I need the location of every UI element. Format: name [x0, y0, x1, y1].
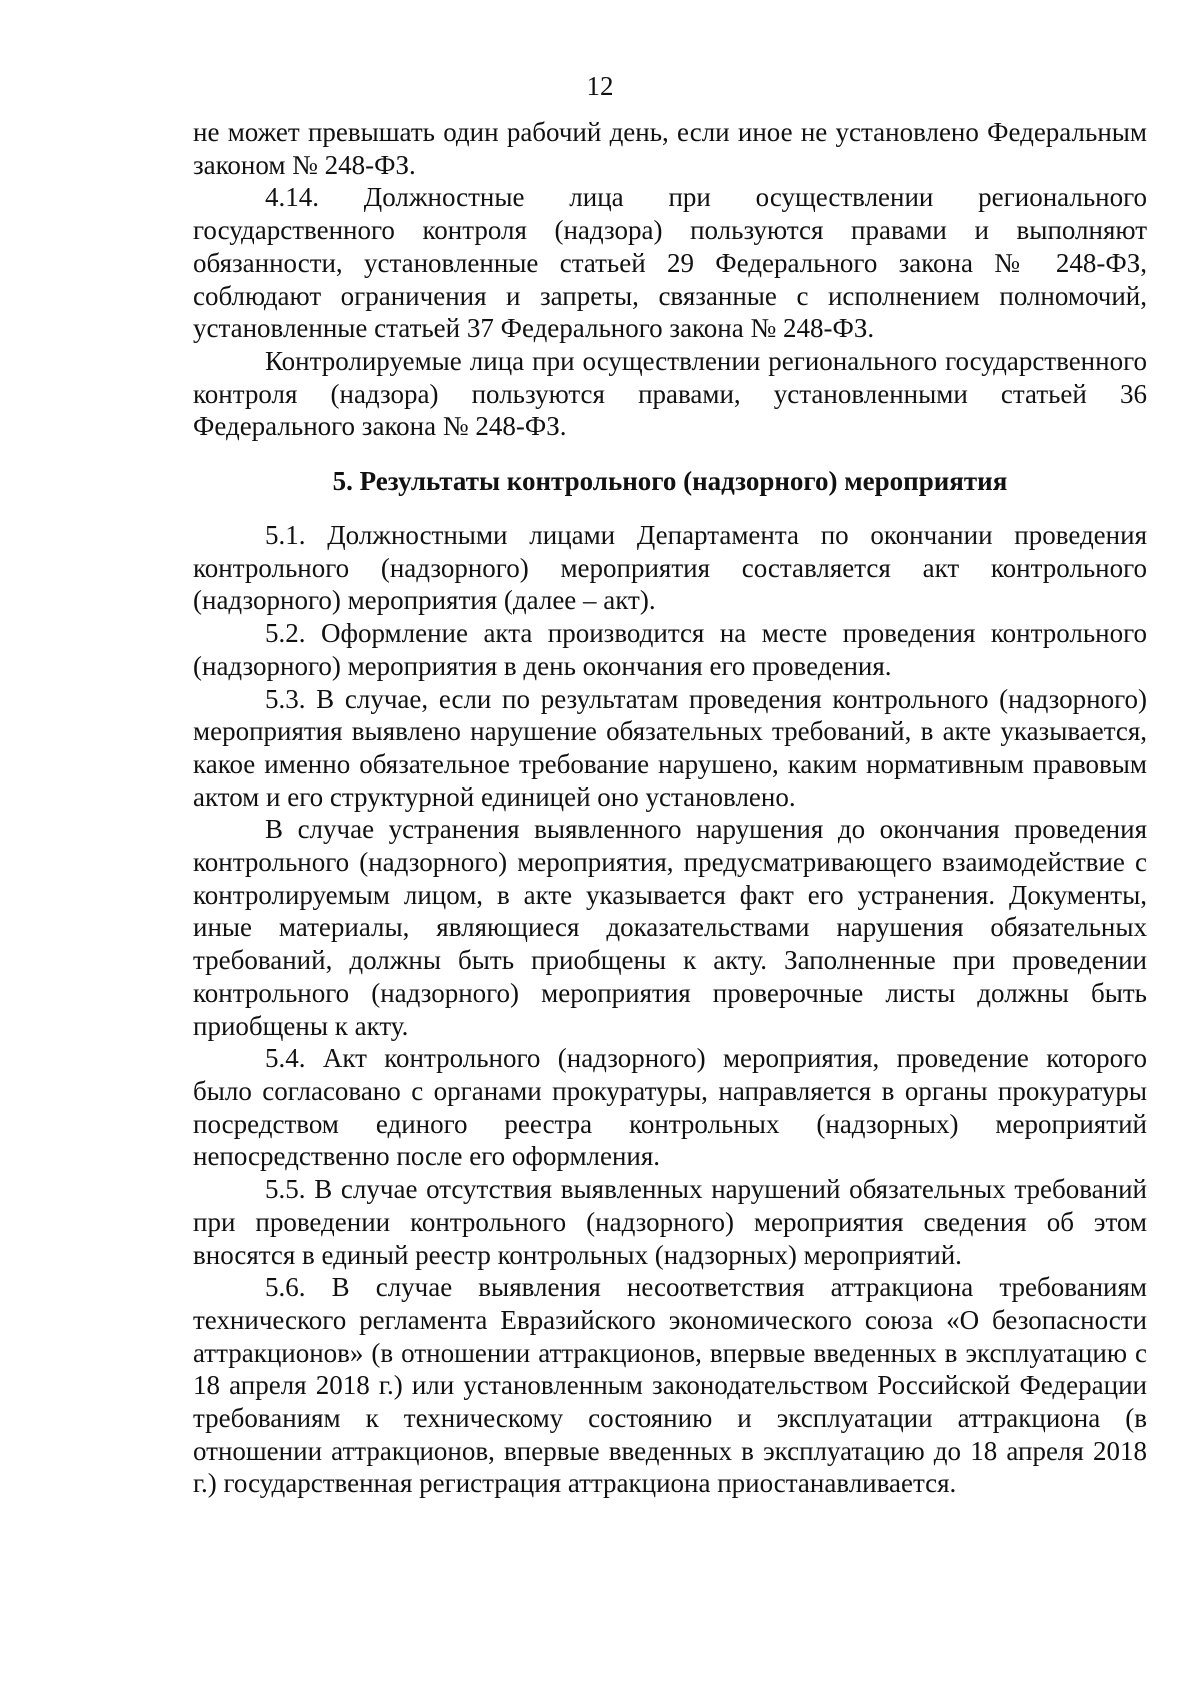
paragraph-5-4: 5.4. Акт контрольного (надзорного) мероприятия, проведение которого было согласовано с органами прокуратуры, направляется в органы прокуратуры посредством единого реестра контрольных (надзорных) мероприятий непосредственно после его оформления. — [193, 1043, 1147, 1172]
section-heading: 5. Результаты контрольного (надзорного) мероприятия — [332, 466, 1008, 497]
paragraph-5-2: 5.2. Оформление акта производится на месте проведения контрольного (надзорного) мероприятия в день окончания его проведения. — [193, 618, 1147, 681]
paragraph-5-1: 5.1. Должностными лицами Департамента по окончании проведения контрольного (надзорного) мероприятия составляется акт контрольного (надзорного) мероприятия (далее – акт). — [193, 520, 1147, 616]
paragraph-5-5: 5.5. В случае отсутствия выявленных нарушений обязательных требований при проведении контрольного (надзорного) мероприятия сведения об этом вносятся в единый реестр контрольных (надзорных) мероприятий. — [193, 1174, 1147, 1270]
paragraph-4-14: 4.14. Должностные лица при осуществлении регионального государственного контроля (надзора) пользуются правами и выполняют обязанности, установленные статьей 29 Федерального закона № 248-ФЗ, соблюдают ограничения и запреты, связанные с исполнением полномочий, установленные статьей 37 Федерального закона № 248-ФЗ. — [193, 182, 1147, 344]
paragraph-violation-elimination: В случае устранения выявленного нарушения до окончания проведения контрольного (надзорного) мероприятия, предусматривающего взаимодействие с контролируемым лицом, в акте указывается факт его устранения. Документы, иные материалы, являющиеся доказательствами нарушения обязательных требований, должны быть приобщены к акту. Заполненные при проведении контрольного (надзорного) мероприятия проверочные листы должны быть приобщены к акту. — [193, 814, 1147, 1041]
document-body — [193, 116, 1147, 1500]
paragraph-continuation: не может превышать один рабочий день, если иное не установлено Федеральным законом № 248-ФЗ. — [193, 117, 1147, 180]
paragraph-5-6: 5.6. В случае выявления несоответствия аттракциона требованиям технического регламента Евразийского экономического союза «О безопасности аттракционов» (в отношении аттракционов, впервые введенных в эксплуатацию с 18 апреля 2018 г.) или установленным законодательством Российской Федерации требованиям к техническому состоянию и эксплуатации аттракциона (в отношении аттракционов, впервые введенных в эксплуатацию до 18 апреля 2018 г.) государственная регистрация аттракциона приостанавливается. — [193, 1272, 1147, 1499]
page-number: 12 — [586, 71, 614, 101]
paragraph-5-3: 5.3. В случае, если по результатам проведения контрольного (надзорного) мероприятия выявлено нарушение обязательных требований, в акте указывается, какое именно обязательное требование нарушено, каким нормативным правовым актом и его структурной единицей оно установлено. — [193, 683, 1147, 812]
paragraph-controlled-persons: Контролируемые лица при осуществлении регионального государственного контроля (надзора) пользуются правами, установленными статьей 36 Федерального закона № 248-ФЗ. — [193, 345, 1147, 442]
